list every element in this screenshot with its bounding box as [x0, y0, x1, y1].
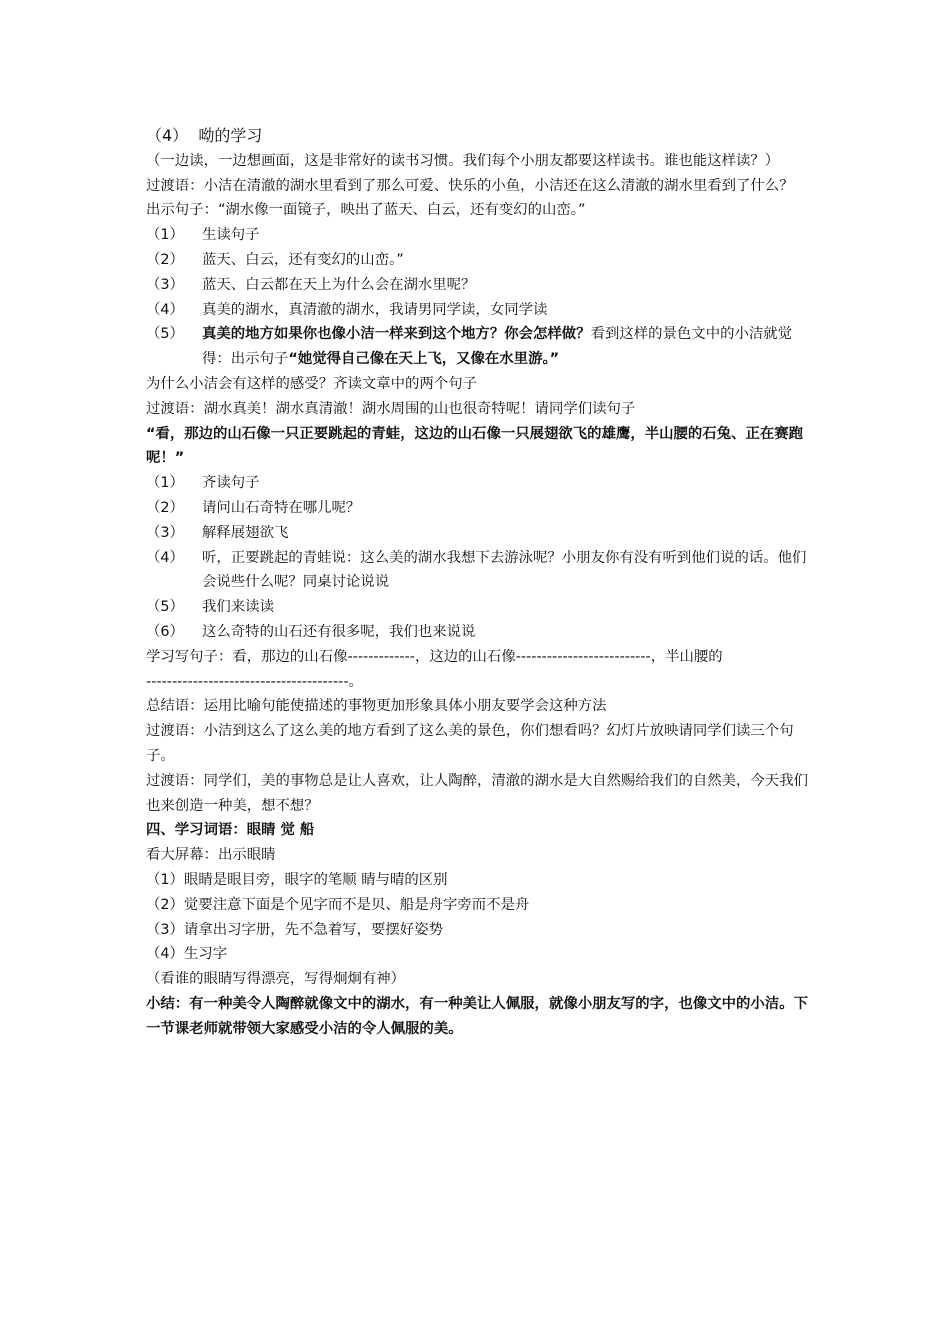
- list-item-number: （4）: [146, 549, 184, 566]
- list-item-number: （4）: [146, 301, 184, 318]
- paragraph-transition-4: 过渡语：同学们，美的事物总是让人喜欢，让人陶醉，清澈的湖水是大自然赐给我们的自然美，今天我们也来创造一种美，想不想？: [146, 772, 808, 814]
- list-item-text: 蓝天、白云，还有变幻的山峦。”: [202, 251, 404, 268]
- paragraph-show-sentence: 出示句子：“湖水像一面镜子，映出了蓝天、白云，还有变幻的山峦。”: [146, 202, 586, 219]
- list-item-number: （2）: [146, 499, 184, 516]
- paragraph-transition-3: 过渡语：小洁到这么了这么美的地方看到了这么美的景色，你们想看吗？幻灯片放映请同学们读三个句子。: [146, 723, 794, 764]
- list-item-number: （3）: [146, 276, 184, 293]
- list-item-text: 蓝天、白云都在天上为什么会在湖水里呢？: [202, 276, 476, 293]
- paragraph-summary-speech: 总结语：运用比喻句能使描述的事物更加形象具体小朋友要学会这种方法: [146, 698, 607, 715]
- list-item-text: 解释展翅欲飞: [202, 524, 289, 541]
- emphasis-question: 真美的地方如果你也像小洁一样来到这个地方？你会怎样做？: [202, 326, 591, 343]
- list-item-number: （1）: [146, 475, 184, 492]
- list-item-number: （3）: [146, 524, 184, 541]
- list-item-text: 我们来读读: [202, 599, 274, 616]
- paragraph-writing-practice-blank: ---------------------------------------。: [146, 673, 363, 690]
- section-title-text: 呦的学习: [198, 126, 263, 145]
- list-item: [146, 273, 818, 298]
- list-item: [146, 298, 818, 323]
- paragraph-conclusion: 小结：有一种美令人陶醉就像文中的湖水，有一种美让人佩服，就像小朋友写的字，也像文中的小洁。下一节课老师就带领大家感受小洁的令人佩服的美。: [146, 995, 808, 1037]
- section-title: [146, 124, 818, 149]
- list-item: （2）觉要注意下面是个见字而不是贝、船是舟字旁而不是舟: [146, 896, 530, 913]
- paragraph-transition-1: 过渡语：小洁在清澈的湖水里看到了那么可爱、快乐的小鱼，小洁还在这么清澈的湖水里看到了什么？: [146, 177, 794, 194]
- paragraph-reading-habit: （一边读，一边想画面，这是非常好的读书习惯。我们每个小朋友都要这样读书。谁也能这样读？）: [146, 152, 780, 169]
- list-item-number: （5）: [146, 599, 184, 616]
- list-item-text: 真美的湖水，真清澈的湖水，我请男同学读，女同学读: [202, 301, 548, 318]
- plain-text: 看到这样的景色文中的小洁就觉得：出示句子: [202, 326, 793, 368]
- list-item: [146, 223, 818, 248]
- list-item: [146, 496, 818, 521]
- list-item: （1）眼睛是眼目旁，眼字的笔顺 睛与晴的区别: [146, 871, 448, 888]
- paragraph-writing-practice: 学习写句子：看，那边的山石像-------------，这边的山石像--------------------------，半山腰的: [146, 648, 723, 665]
- list-item-text: 听，正要跳起的青蛙说：这么美的湖水我想下去游泳呢？小朋友你有没有听到他们说的话。他们会说些什么呢？同桌讨论说说: [202, 549, 807, 591]
- section-number: （4）: [146, 126, 189, 145]
- list-item: [146, 546, 818, 596]
- list-item-text: 这么奇特的山石还有很多呢，我们也来说说: [202, 623, 476, 640]
- list-item: （3）请拿出习字册，先不急着写，要摆好姿势: [146, 921, 443, 938]
- list-item: （4）生习字: [146, 946, 228, 963]
- document-body: [146, 124, 818, 1041]
- list-item-text: 请问山石奇特在哪儿呢？: [202, 499, 361, 516]
- list-item-text: 齐读句子: [202, 475, 260, 492]
- list-item: [146, 620, 818, 645]
- list-item: [146, 322, 818, 372]
- paragraph-feeling: 为什么小洁会有这样的感受？齐读文章中的两个句子: [146, 375, 477, 392]
- list-item: [146, 595, 818, 620]
- section-heading-vocabulary: 四、学习词语：眼睛 觉 船: [146, 822, 315, 839]
- list-item-number: （6）: [146, 623, 184, 640]
- paragraph-mountain-quote: “看，那边的山石像一只正要跳起的青蛙，这边的山石像一只展翅欲飞的雄鹰，半山腰的石兔、正在赛跑呢！”: [146, 425, 804, 467]
- list-item: [146, 248, 818, 273]
- paragraph-transition-2: 过渡语：湖水真美！湖水真清澈！湖水周围的山也很奇特呢！请同学们读句子: [146, 400, 636, 417]
- list-item-number: （1）: [146, 227, 184, 244]
- list-item-text: 生读句子: [202, 227, 260, 244]
- paragraph-note: （看谁的眼睛写得漂亮，写得炯炯有神）: [146, 971, 406, 988]
- list-item-number: （5）: [146, 326, 184, 343]
- list-item-number: （2）: [146, 251, 184, 268]
- emphasis-quote: “她觉得自己像在天上飞，又像在水里游。”: [288, 351, 560, 368]
- list-item-text: [202, 322, 818, 372]
- paragraph-big-screen: 看大屏幕：出示眼睛: [146, 847, 276, 864]
- list-item: [146, 471, 818, 496]
- list-item: [146, 521, 818, 546]
